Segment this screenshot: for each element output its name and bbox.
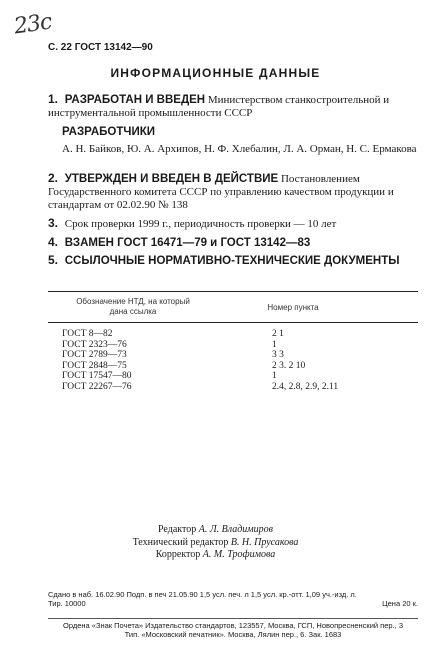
credit-line: Корректор А. М. Трофимова xyxy=(155,549,276,560)
item-heading: УТВЕРЖДЕН И ВВЕДЕН В ДЕЙСТВИЕ xyxy=(64,173,279,185)
item-number: 3. xyxy=(48,216,59,230)
developers-label: РАЗРАБОТЧИКИ xyxy=(62,126,155,138)
item-number: 1. xyxy=(48,92,59,106)
item-text: Срок проверки 1999 г., периодичность проверки — 10 лет xyxy=(64,218,337,230)
imprint-line: Тир. 10000 Цена 20 к. xyxy=(48,599,418,608)
info-item-4 xyxy=(48,236,418,250)
info-item-3 xyxy=(48,217,418,231)
item-number: 5. xyxy=(48,253,59,267)
credit-line: Редактор А. Л. Владимиров xyxy=(158,524,273,535)
info-item-1 xyxy=(48,93,418,120)
page-title: ИНФОРМАЦИОННЫЕ ДАННЫЕ xyxy=(110,66,321,80)
table-row: ГОСТ 2848—75 2 3. 2 10 xyxy=(62,360,306,371)
item-number: 4. xyxy=(48,235,59,249)
table-row: ГОСТ 2323—76 1 xyxy=(62,339,277,350)
table-header xyxy=(48,292,418,322)
col-doc-header: Обозначение НТД, на который дана ссылка xyxy=(76,297,190,316)
item-heading: ССЫЛОЧНЫЕ НОРМАТИВНО-ТЕХНИЧЕСКИЕ ДОКУМЕНТЫ xyxy=(64,255,400,267)
printer-info: Ордена «Знак Почета» Издательство стандартов, 123557, Москва, ГСП, Новопресненский пер., 3 Тип. «Московский печатник». Москва, Лялин пер., 6. Зак. 1683 xyxy=(48,618,418,639)
developers-names: А. Н. Байков, Ю. А. Архипов, Н. Ф. Хлебалин, Л. А. Орман, Н. С. Ермакова xyxy=(62,143,417,155)
table-row: ГОСТ 8—82 2 1 xyxy=(62,329,284,339)
reference-table xyxy=(48,291,418,393)
info-item-5 xyxy=(48,254,418,268)
table-row: ГОСТ 2789—73 3 3 xyxy=(62,350,284,361)
imprint xyxy=(48,590,418,608)
item-heading: РАЗРАБОТАН И ВВЕДЕН xyxy=(64,94,206,106)
info-item-2 xyxy=(48,172,418,212)
item-text: Министерством станкостроительной и инструментальной промышленности СССР xyxy=(48,94,390,119)
table-row: ГОСТ 17547—80 1 xyxy=(62,371,277,382)
item-number: 2. xyxy=(48,171,59,185)
page-header xyxy=(48,42,153,53)
table-body xyxy=(48,323,418,393)
item-heading: ВЗАМЕН ГОСТ 16471—79 и ГОСТ 13142—83 xyxy=(64,237,311,249)
standard-code: ГОСТ 13142—90 xyxy=(74,42,153,53)
col-clause-header: Номер пункта xyxy=(267,302,319,312)
credit-line: Технический редактор В. Н. Прусакова xyxy=(132,536,299,548)
page-number: С. 22 xyxy=(48,42,72,53)
table-row: ГОСТ 22267—76 2.4, 2.8, 2.9, 2.11 xyxy=(62,381,339,392)
editorial-credits xyxy=(0,524,431,562)
imprint-line: Сдано в наб. 16.02.90 Подп. в печ 21.05.90 1,5 усл. печ. л 1,5 усл. кр.-отт. 1,09 уч.-изд. л. xyxy=(48,590,357,599)
item-text: Постановлением Государственного комитета СССР по управлению качеством продукции и стандартам от 02.02.90 № 138 xyxy=(48,173,394,211)
handwritten-note: 23c xyxy=(12,9,53,40)
